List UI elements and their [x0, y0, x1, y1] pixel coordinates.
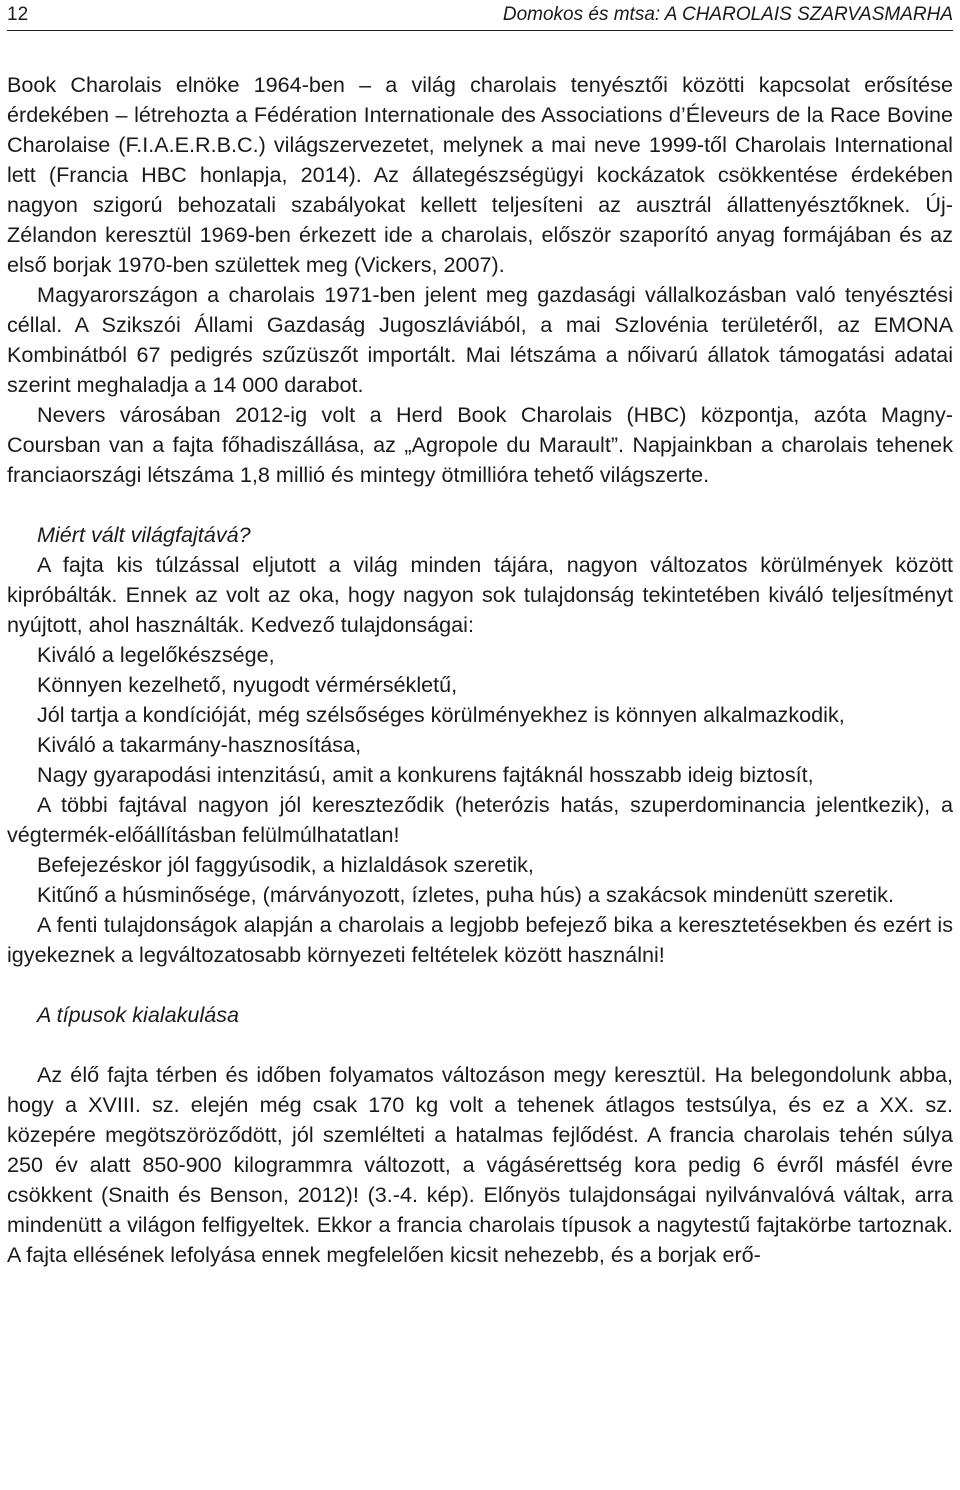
- list-item: Kitűnő a húsminősége, (márványozott, ízletes, puha hús) a szakácsok mindenütt szeretik.: [37, 882, 894, 907]
- list-item: Kiváló a legelőkészsége,: [37, 642, 275, 667]
- paragraph-types: Az élő fajta térben és időben folyamatos változáson megy keresztül. Ha belegondolunk abba, hogy a XVIII. sz. elején még csak 170 kg volt a tehenek átlagos testsúlya, és ez a XX. sz. közepére megötszöröződött, jól szemlélteti a hatalmas fejlődést. A francia charolais tehén súlya 250 év alatt 850-900 kilogrammra változott, a vágásérettség kora pedig 6 évről másfél évre csökkent (Snaith és Benson, 2012)! (3.-4. kép). Előnyös tulajdonságai nyilvánvalóvá váltak, arra mindenütt a világon felfigyeltek. Ekkor a francia charolais típusok a nagytestű fajtakörbe tartoznak. A fajta ellésének lefolyása ennek megfelelően kicsit nehezebb, és a borjak erő-: [7, 1062, 953, 1267]
- paragraph-nevers: Nevers városában 2012-ig volt a Herd Book Charolais (HBC) központja, azóta Magny-Coursban van a fajta főhadiszállása, az „Agropole du Marault”. Napjainkban a charolais tehenek franciaországi létszáma 1,8 millió és mintegy ötmillióra tehető világszerte.: [7, 402, 953, 487]
- list-item: A többi fajtával nagyon jól kereszteződik (heterózis hatás, szuperdominancia jelentkezik), a végtermék-előállításban felülmúlhatatlan!: [7, 792, 953, 847]
- list-item: Nagy gyarapodási intenzitású, amit a konkurens fajtáknál hosszabb ideig biztosít,: [37, 762, 814, 787]
- paragraph-hungary: Magyarországon a charolais 1971-ben jelent meg gazdasági vállalkozásban való tenyésztési céllal. A Szikszói Állami Gazdaság Jugoszláviából, a mai Szlovénia területéről, az EMONA Kombinátból 67 pedigrés szűzüszőt importált. Mai létszáma a nőivarú állatok támogatási adatai szerint meghaladja a 14 000 darabot.: [7, 282, 953, 397]
- list-item: Jól tartja a kondícióját, még szélsőséges körülményekhez is könnyen alkalmazkodik,: [37, 702, 845, 727]
- running-title: Domokos és mtsa: A CHAROLAIS SZARVASMARHA: [502, 4, 953, 25]
- list-item: Könnyen kezelhető, nyugodt vérmérsékletű,: [37, 672, 458, 697]
- page-number: 12: [7, 4, 29, 25]
- list-item: Befejezéskor jól faggyúsodik, a hizlaldások szeretik,: [37, 852, 534, 877]
- paragraph-history: Book Charolais elnöke 1964-ben – a világ charolais tenyésztői közötti kapcsolat erősítése érdekében – létrehozta a Fédération Internationale des Associations d’Éleveurs de la Race Bovine Charolaise (F.I.A.E.R.B.C.) világszervezetet, melynek a mai neve 1999-től Charolais International lett (Francia HBC honlapja, 2014). Az állategészségügyi kockázatok csökkentése érdekében nagyon szigorú behozatali szabályokat kellett teljesíteni az ausztrál állattenyésztőknek. Új-Zélandon keresztül 1969-ben érkezett ide a charolais, először szaporító anyag formájában és az első borjak 1970-ben születtek meg (Vickers, 2007).: [7, 72, 953, 277]
- list-item: A fenti tulajdonságok alapján a charolais a legjobb befejező bika a keresztetésekben és ezért is igyekeznek a legváltozatosabb környezeti feltételek között használni!: [7, 912, 953, 967]
- properties-list: [7, 640, 953, 970]
- section-heading-types: A típusok kialakulása: [37, 1002, 240, 1027]
- list-item: Kiváló a takarmány-hasznosítása,: [37, 732, 362, 757]
- page-body: [7, 70, 953, 1270]
- paragraph-properties-intro: A fajta kis túlzással eljutott a világ minden tájára, nagyon változatos körülmények között kipróbálták. Ennek az volt az oka, hogy nagyon sok tulajdonság tekintetében kiváló teljesítményt nyújtott, ahol használták. Kedvező tulajdonságai:: [7, 552, 953, 637]
- spacer: [7, 1030, 953, 1060]
- section-heading-why: Miért vált világfajtává?: [37, 522, 251, 547]
- running-header: [7, 0, 953, 31]
